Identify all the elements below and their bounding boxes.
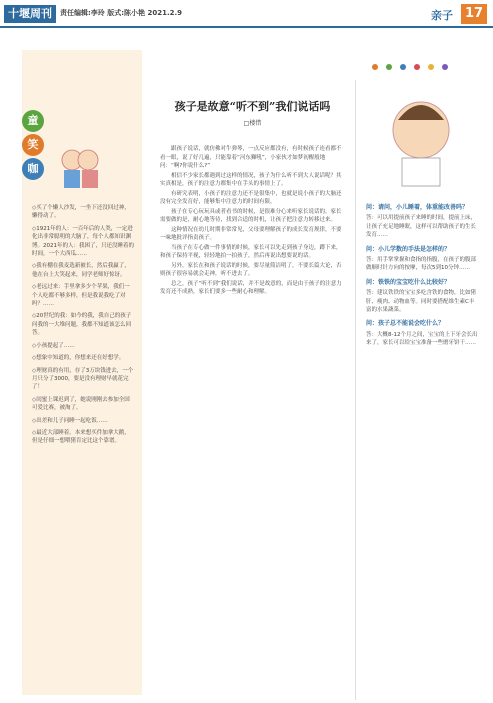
- article-title: 孩子是故意“听不到”我们说话吗: [174, 100, 331, 113]
- qa-answer: 答：可以用提前孩子来睡的时间，提前上床，让孩子充足地睡眠，这样可以帮助孩子的生长发育……: [366, 215, 477, 239]
- joke-paragraph: ◇老远过来：手里拿多少个苹果，我们一个人吃都不够多样，但是我说我吃了对吗？……: [32, 284, 130, 308]
- article-author: □楼惜: [243, 120, 262, 127]
- cartoon-illustration-icon: [50, 140, 110, 195]
- joke-paragraph: ◇想象中知道的，你想来还在好想学。: [32, 355, 125, 362]
- badge-1: 童: [22, 110, 44, 132]
- article-paragraph: 另外，家长在和孩子说话的时候，要尽量简洁明了，不要长篇大论，否则孩子很容易就会走神，听不进去了。: [160, 262, 342, 277]
- article-paragraph: 总之，孩子“听不到”我们说话，并不是故意的，而是由于孩子的注意力发育还不成熟，家长们要多一些耐心和理解。: [160, 280, 342, 295]
- qa-question: 问：孩子总不能说会吃什么？: [366, 320, 445, 328]
- joke-paragraph: ◇小孩提起了……: [32, 342, 75, 349]
- article-paragraph: 相信不少家长都遇到过这样的情况，孩子为什么听不到大人说话呢？其实真相是，孩子的注意力都集中在手头的事情上了。: [160, 172, 342, 187]
- article-paragraph: 这种情况在幼儿时期非常常见，父母要理解孩子的成长发育规律，不要一味地批评指责孩子。: [160, 226, 342, 241]
- joke-paragraph: ◇理财真的有用，存了3万块钱进去，一个月只分了3000，要是没有理财早就花完了！: [32, 367, 134, 391]
- joke-paragraph: ◇1921年的人：一百年后的人类，一定进化出非常聪明的大脑了，每个人都知识渊博。2021年的人：我困了，只还没睡着的时间，一个大西瓜……: [32, 225, 134, 258]
- joke-paragraph: ◇最近大部睡着。本来想买件加拿大鹅，但是仔细一想喂猪肯定比这个靠谱。: [32, 429, 130, 445]
- page-header: [0, 0, 493, 30]
- section-title: 亲子: [431, 9, 453, 22]
- joke-paragraph: ◇我有棚在我麦选新被长，然后我赢了，他在台上大笑起来，同学老师好惊讶。: [32, 263, 130, 278]
- article-paragraph: 孩子在专心玩玩具或者看书的时候，是很难分心来听家长说话的。家长需要做的是，耐心地等待，找到合适的时机，让孩子把注意力转移过来。: [160, 208, 342, 223]
- main-article: [160, 60, 345, 700]
- qa-body: [366, 198, 478, 350]
- badge-2: 笑: [22, 134, 44, 156]
- qa-question: 问：请问，小儿睡着，体重能改善吗？: [366, 204, 469, 211]
- badge-3: 咖: [22, 158, 44, 180]
- article-paragraph: 有研究表明，小孩子的注意力还不是很集中，也就是说小孩子的大脑还没有完全发育好，能够集中注意力的时间有限。: [160, 190, 342, 205]
- article-paragraph: 当孩子在专心做一件事情的时候，家长可以先走到孩子身边，蹲下来，和孩子保持平视，轻轻地拍一拍孩子，然后再说出想要说的话。: [160, 244, 342, 259]
- joke-paragraph: ◇闺蜜上课迟到了，她说刚刚去参加全国可爱比赛，被淘了。: [32, 396, 130, 412]
- jokes-column: [22, 50, 142, 695]
- brand-logo: 十堰周刊: [4, 5, 56, 23]
- article-paragraph: 跟孩子说话，就仿佛对牛弹琴，一点反应都没有，有时候孩子连看都不看一眼，说了好几遍，只能靠着“河东狮吼”，小家伙才如梦初醒般地问：“啊?你说什么?”: [160, 146, 342, 169]
- qa-question: 问：铁铁的宝宝吃什么比较好？: [366, 278, 451, 286]
- doctor-illustration-icon: [362, 80, 480, 190]
- decorative-dots-icon: [355, 60, 483, 74]
- page-number: 17: [461, 4, 487, 24]
- jokes-body: [32, 204, 134, 450]
- qa-answer: 答：大概8-12个月之间，宝宝的上下牙会长出来了，家长可以给宝宝准备一些磨牙饼干……: [366, 331, 478, 347]
- joke-paragraph: ◇20世纪的我：如今的我，我自己的孩子问我的一大堆问题，我都不知道该怎么回答。: [32, 313, 132, 337]
- article-body: [160, 145, 345, 297]
- joke-paragraph: ◇出差和儿子同睡一起吃饭……: [32, 417, 108, 424]
- qa-question: 问：小儿学数的手法是怎样的？: [366, 245, 451, 253]
- joke-paragraph: ◇买了个懒人沙发，一坐下还没回过神，懒得动了。: [32, 205, 130, 220]
- qa-answer: 答：建议铁铁的宝宝多吃含铁的食物，比如猪肝、瘦肉、动物血等。同时要搭配维生素C丰富的水果蔬菜。: [366, 290, 477, 314]
- qa-column: [355, 80, 484, 700]
- credits-line: 责任编辑:李玲 版式:陈小艳 2021.2.9: [60, 9, 183, 17]
- header-rule: [0, 26, 493, 28]
- qa-answer: 答：用手掌掌握和食指的指腹，在孩子的腹部做顺时针方向的按摩，每次5到10分钟……: [366, 257, 477, 272]
